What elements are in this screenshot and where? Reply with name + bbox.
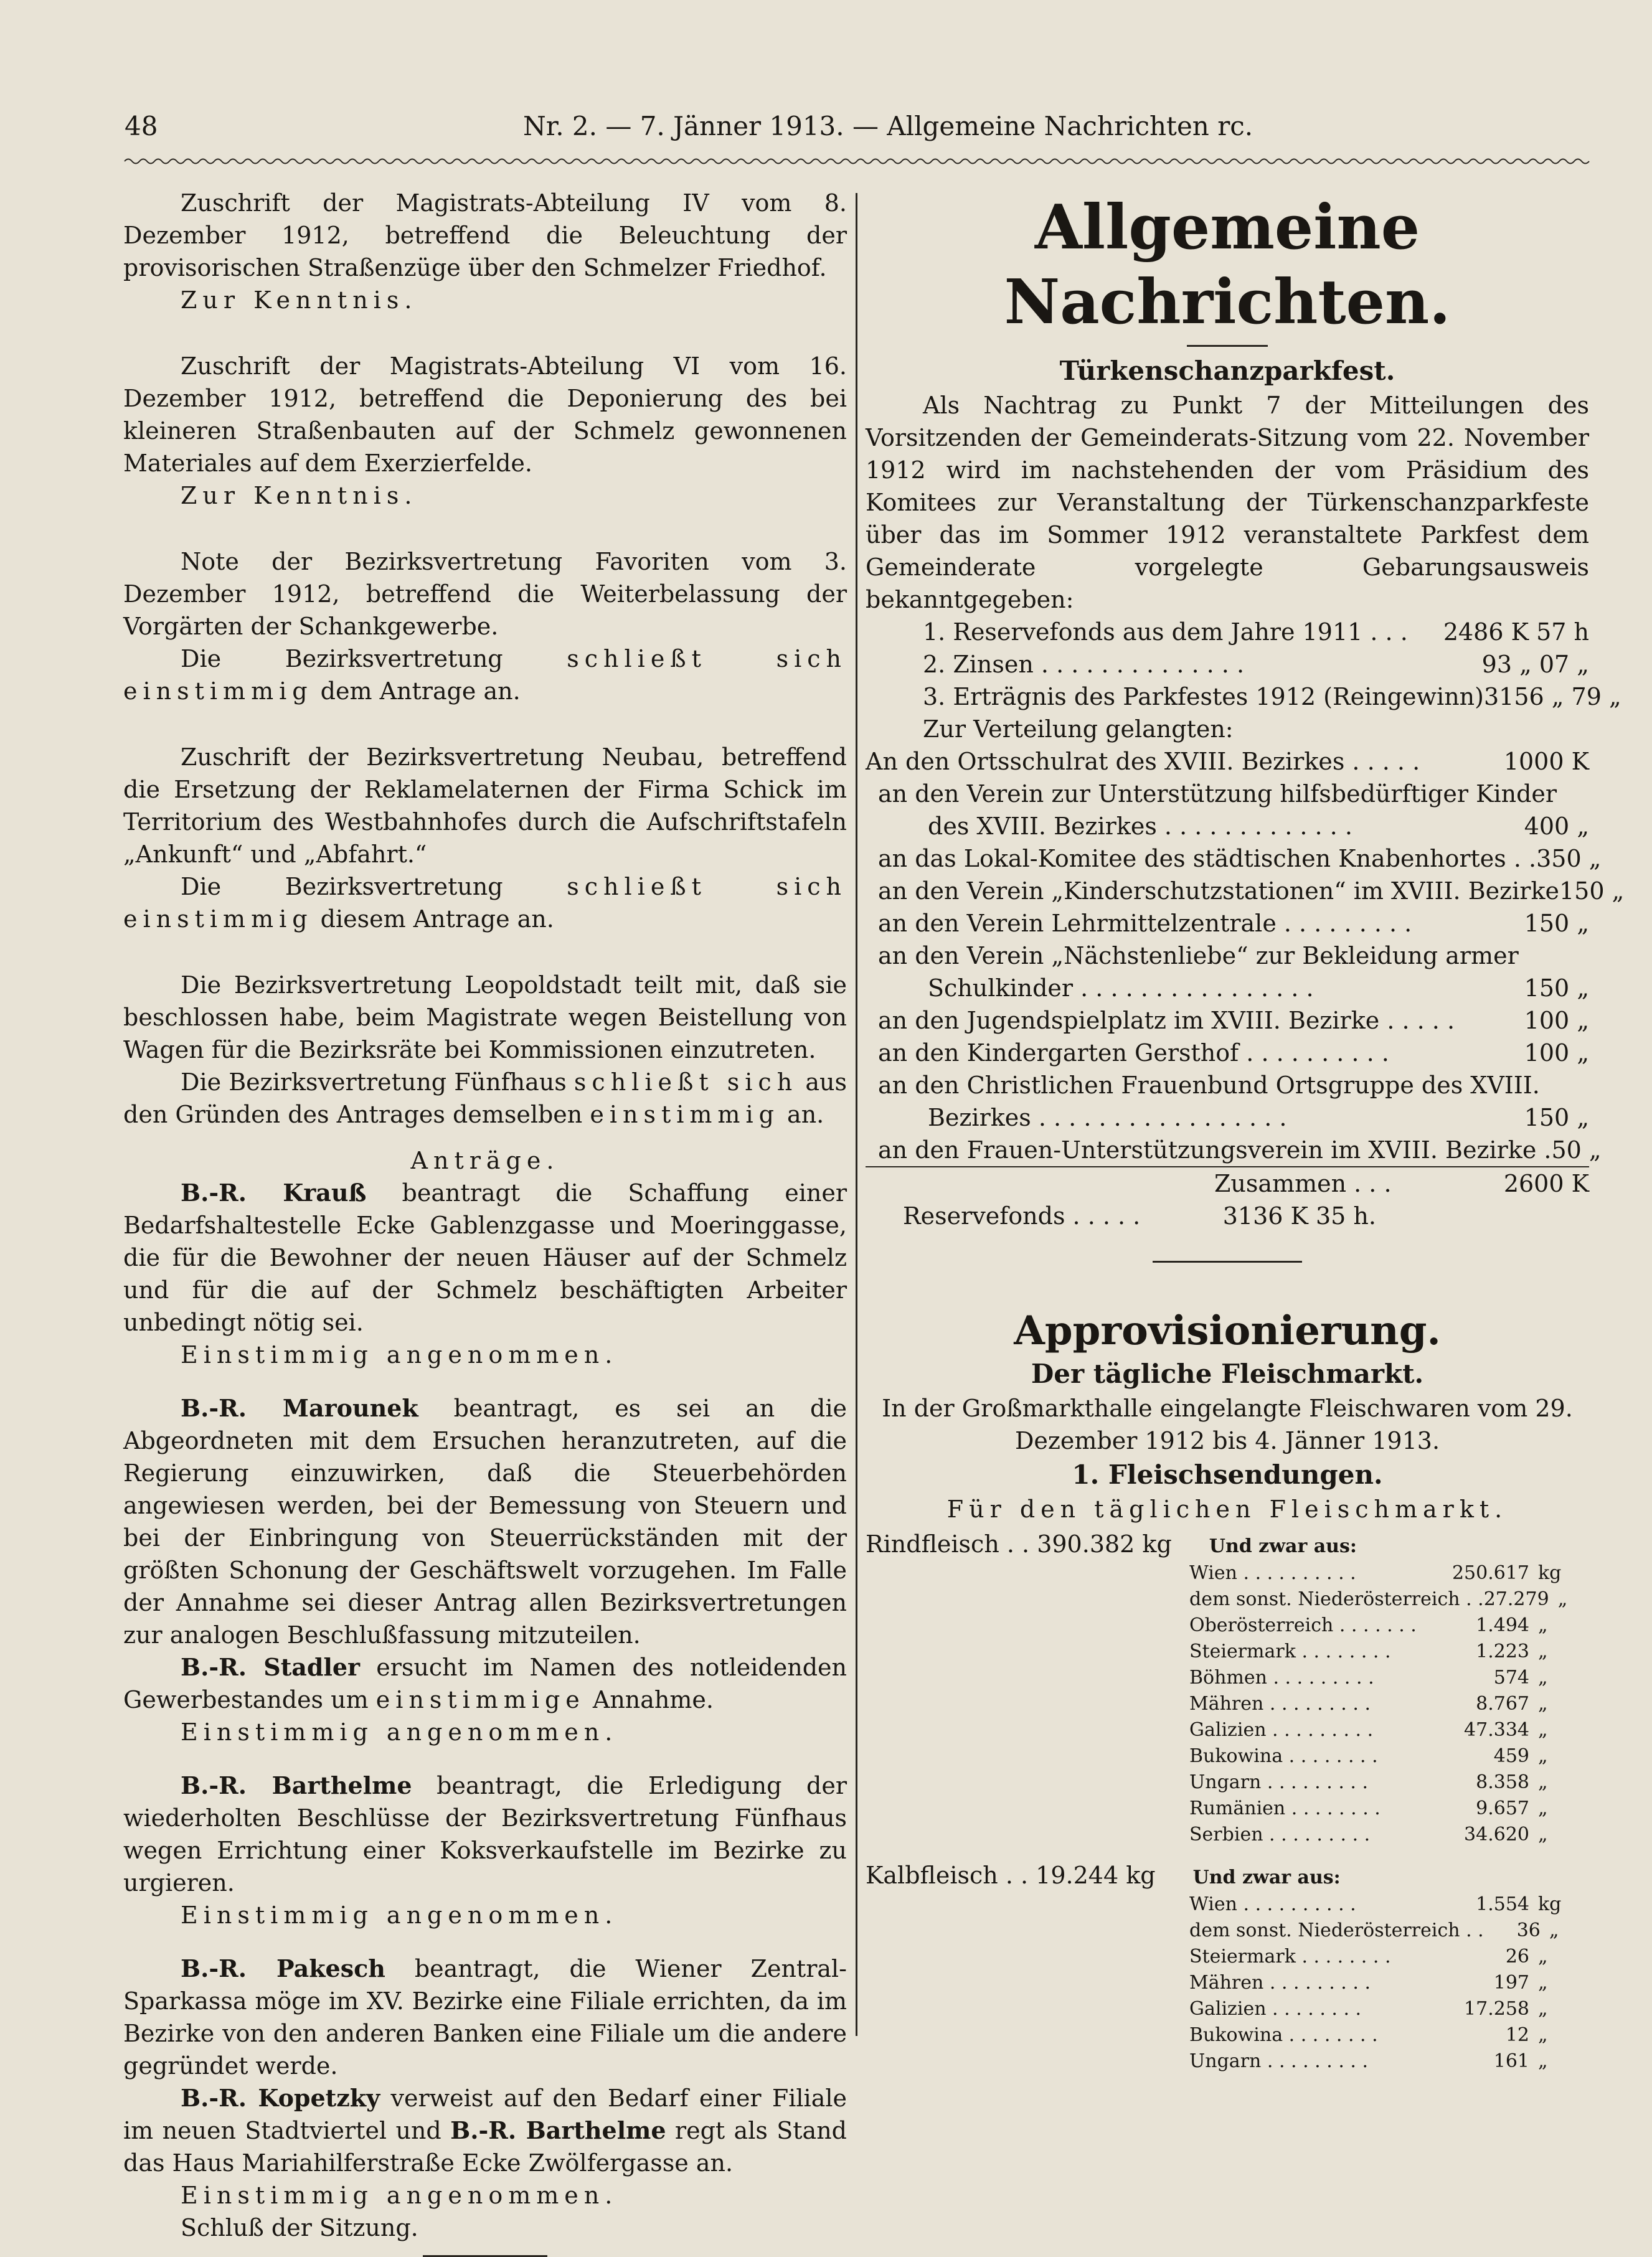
table-row: Mähren . . . . . . . . . 197 „ — [1189, 1972, 1548, 1994]
paragraph: Die Bezirksvertretung schließt sich einstimmig diesem Antrage an. — [123, 873, 847, 933]
motion: B.-R. Krauß beantragt die Schaffung einer Bedarfshaltestelle Ecke Gablenzgasse und Moeringgasse, die für die Bewohner der neuen Häuser auf der Schmelz und für die auf der Schmelz beschäftigten Arbeiter unbedingt nötig sei. — [123, 1179, 847, 1336]
paragraph: Als Nachtrag zu Punkt 7 der Mitteilungen des Vorsitzenden der Gemeinderats-Sitzung vom 22. November 1912 wird im nachstehenden der vom Präsidium des Komitees zur Veranstaltung der Türkenschanzparkfeste über das im Sommer 1912 veranstaltete Parkfest dem Gemeinderate vorgelegte Gebarungsausweis bekanntgegeben: — [866, 392, 1589, 613]
column-divider — [856, 193, 857, 2036]
list-item: Schulkinder . . . . . . . . . . . . . . . . 150 „ — [928, 974, 1589, 1002]
table-row: Galizien . . . . . . . . . 47.334 „ — [1189, 1719, 1548, 1741]
list-item: an den Verein Lehrmittelzentrale . . . . . . . . . 150 „ — [878, 910, 1589, 937]
resolution: Einstimmig angenommen. — [181, 1901, 618, 1929]
motion: B.-R. Stadler ersucht im Namen des notleidenden Gewerbestandes um einstimmige Annahme. — [123, 1653, 847, 1713]
closing-line: Schluß der Sitzung. — [181, 2214, 418, 2241]
paragraph: In der Großmarkthalle eingelangte Fleischwaren vom 29. Dezember 1912 bis 4. Jänner 1913. — [882, 1395, 1573, 1454]
section-heading: Anträge. — [410, 1147, 560, 1174]
left-column — [123, 187, 847, 2257]
table-row: Bukowina . . . . . . . . 12 „ — [1189, 2024, 1548, 2046]
paragraph: Zuschrift der Magistrats-Abteilung IV vom 8. Dezember 1912, betreffend die Beleuchtung der provisorischen Straßenzüge über den Schmelzer Friedhof. — [123, 189, 847, 281]
table-row: Mähren . . . . . . . . . 8.767 „ — [1189, 1693, 1548, 1715]
list-item: 1. Reservefonds aus dem Jahre 1911 . . . 2486 K 57 h — [923, 618, 1589, 646]
paragraph: Note der Bezirksvertretung Favoriten vom 3. Dezember 1912, betreffend die Weiterbelassung der Vorgärten der Schankgewerbe. — [123, 548, 847, 640]
list-item: An den Ortsschulrat des XVIII. Bezirkes . . . . . 1000 K — [866, 748, 1589, 775]
section-title: Allgemeine Nachrichten. — [1004, 192, 1451, 338]
table-row: Böhmen . . . . . . . . . 574 „ — [1189, 1667, 1548, 1689]
list-item: an den Jugendspielplatz im XVIII. Bezirke . . . . . 100 „ — [878, 1007, 1589, 1034]
table-row: dem sonst. Niederösterreich . . 36 „ — [1189, 1920, 1559, 1941]
table-row: Serbien . . . . . . . . . 34.620 „ — [1189, 1824, 1548, 1845]
kalbfleisch-total: Kalbfleisch . . 19.244 kg Und zwar aus: — [866, 1862, 1341, 1889]
reserve-row: Reservefonds . . . . . 3136 K 35 h. — [903, 1202, 1376, 1230]
resolution: Einstimmig angenommen. — [181, 1718, 618, 1746]
table-row: dem sonst. Niederösterreich . . 27.279 „ — [1189, 1588, 1568, 1610]
table-row: Steiermark . . . . . . . . 26 „ — [1189, 1946, 1548, 1967]
header-wavy-rule — [125, 157, 1594, 166]
motion: B.-R. Barthelme beantragt, die Erledigung der wiederholten Beschlüsse der Bezirksvertretung Fünfhaus wegen Errichtung einer Koksverkaufstelle im Bezirke zu urgieren. — [123, 1771, 847, 1897]
table-row: Wien . . . . . . . . . . 250.617 kg — [1189, 1562, 1562, 1584]
article-subtitle: Der tägliche Fleischmarkt. — [1031, 1359, 1424, 1389]
list-item: an den Christlichen Frauenbund Ortsgruppe des XVIII. — [878, 1072, 1540, 1099]
paragraph: Die Bezirksvertretung Leopoldstadt teilt mit, daß sie beschlossen habe, beim Magistrate wegen Beistellung von Wagen für die Bezirksräte bei Kommissionen einzutreten. — [123, 971, 847, 1063]
list-item: des XVIII. Bezirkes . . . . . . . . . . . . . 400 „ — [928, 813, 1589, 840]
page-number: 48 — [125, 111, 158, 141]
resolution: Zur Kenntnis. — [181, 286, 418, 314]
list-item: an den Verein „Nächstenliebe“ zur Bekleidung armer — [878, 942, 1519, 969]
table-row: Ungarn . . . . . . . . . 161 „ — [1189, 2050, 1548, 2072]
title-rule — [1187, 345, 1268, 347]
right-column — [866, 187, 1625, 2075]
page-header — [125, 111, 1594, 148]
running-title: Nr. 2. — 7. Jänner 1913. — Allgemeine Nachrichten rc. — [523, 111, 1253, 141]
table-row: Galizien . . . . . . . . 17.258 „ — [1189, 1998, 1548, 2020]
rindfleisch-total: Rindfleisch . . 390.382 kg Und zwar aus: — [866, 1530, 1357, 1558]
list-item: an das Lokal-Komitee des städtischen Knabenhortes . . 350 „ — [878, 845, 1602, 872]
paragraph: Die Bezirksvertretung schließt sich einstimmig dem Antrage an. — [123, 645, 847, 705]
paragraph: Zuschrift der Bezirksvertretung Neubau, betreffend die Ersetzung der Reklamelaternen der Firma Schick im Territorium des Westbahnhofes durch die Aufschriftstafeln „Ankunft“ und „Abfahrt.“ — [123, 743, 847, 868]
paragraph: Die Bezirksvertretung Fünfhaus schließt sich aus den Gründen des Antrages demselben einstimmig an. — [123, 1068, 847, 1128]
article-title: Türkenschanzparkfest. — [1059, 356, 1395, 386]
income-list — [866, 616, 1621, 713]
list-item: an den Verein zur Unterstützung hilfsbedürftiger Kinder — [878, 780, 1557, 808]
motion: B.-R. Kopetzky verweist auf den Bedarf einer Filiale im neuen Stadtviertel und B.-R. Barthelme regt als Stand das Haus Mariahilferstraße Ecke Zwölfergasse an. — [123, 2084, 847, 2177]
motion: B.-R. Marounek beantragt, es sei an die Abgeordneten mit dem Ersuchen heranzutreten, auf die Regierung einzuwirken, daß die Steuerbehörden angewiesen werden, bei der Bemessung von Steuern und bei der Einbringung von Steuerrückständen mit der größten Schonung der Geschäftswelt vorzugehen. Im Falle der Annahme sei dieser Antrag allen Bezirksvertretungen zur analogen Beschlußfassung mitzuteilen. — [123, 1394, 847, 1649]
table-row: Ungarn . . . . . . . . . 8.358 „ — [1189, 1771, 1548, 1793]
paragraph: Zuschrift der Magistrats-Abteilung VI vom 16. Dezember 1912, betreffend die Deponierung des bei kleineren Straßenbauten auf der Schmelz gewonnenen Materiales auf dem Exerzierfelde. — [123, 352, 847, 477]
list-heading: Zur Verteilung gelangten: — [923, 715, 1234, 743]
list-item: an den Frauen-Unterstützungsverein im XVIII. Bezirke . 50 „ — [866, 1134, 1589, 1167]
list-item: 2. Zinsen . . . . . . . . . . . . . . 93 „ 07 „ — [923, 651, 1589, 678]
list-item: an den Verein „Kinderschutzstationen“ im XVIII. Bezirke 150 „ — [878, 877, 1625, 905]
resolution: Zur Kenntnis. — [181, 482, 418, 509]
list-item: Bezirkes . . . . . . . . . . . . . . . . . 150 „ — [928, 1104, 1589, 1131]
subheading: 1. Fleischsendungen. — [1072, 1459, 1383, 1490]
table-row: Wien . . . . . . . . . . 1.554 kg — [1189, 1893, 1562, 1915]
rindfleisch-breakdown — [1189, 1560, 1575, 1848]
table-row: Oberösterreich . . . . . . . 1.494 „ — [1189, 1614, 1548, 1636]
section-rule — [1153, 1261, 1302, 1263]
subheading: Für den täglichen Fleischmarkt. — [946, 1496, 1508, 1523]
table-row: Bukowina . . . . . . . . 459 „ — [1189, 1745, 1548, 1767]
table-row: Steiermark . . . . . . . . 1.223 „ — [1189, 1641, 1548, 1662]
list-item: 3. Erträgnis des Parkfestes 1912 (Reingewinn) 3156 „ 79 „ — [923, 683, 1621, 710]
table-row: Rumänien . . . . . . . . 9.657 „ — [1189, 1798, 1548, 1819]
distribution-list — [866, 745, 1625, 1232]
resolution: Einstimmig angenommen. — [181, 2182, 618, 2209]
list-item: an den Kindergarten Gersthof . . . . . . . . . . 100 „ — [878, 1039, 1589, 1067]
kalbfleisch-breakdown — [1189, 1892, 1575, 2075]
resolution: Einstimmig angenommen. — [181, 1341, 618, 1369]
article-title: Approvisionierung. — [1014, 1308, 1441, 1354]
motion: B.-R. Pakesch beantragt, die Wiener Zentral-Sparkassa möge im XV. Bezirke eine Filiale errichten, da im Bezirke von den anderen Banken eine Filiale um die andere gegründet werde. — [123, 1954, 847, 2080]
total-row: Zusammen . . . 2600 K — [1214, 1170, 1589, 1197]
